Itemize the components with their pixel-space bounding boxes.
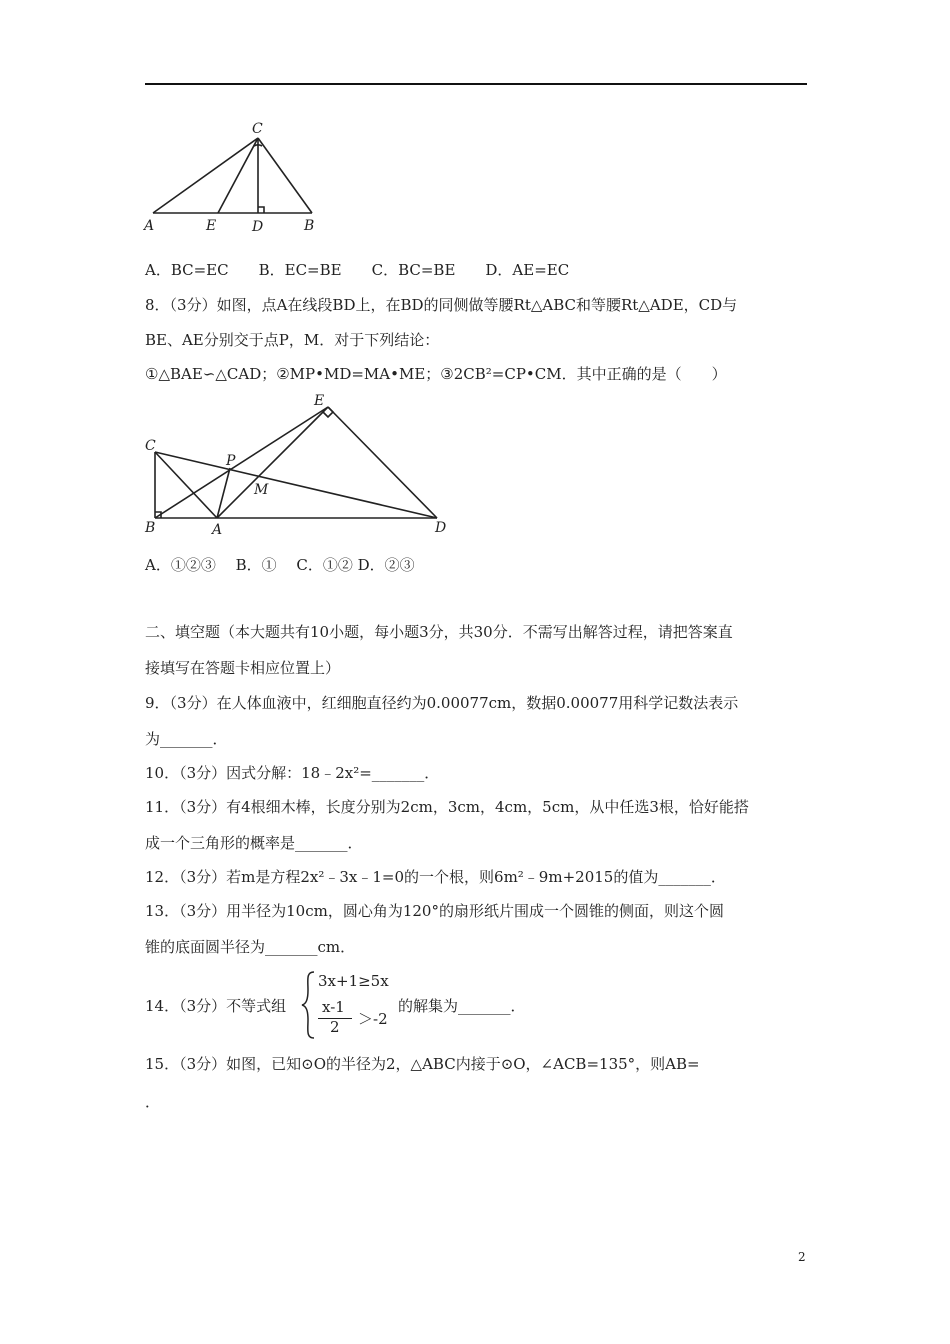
q12: 12．（3分）若m是方程2x²﹣3x﹣1=0的一个根，则6m²﹣9m+2015的值为_______． xyxy=(145,868,726,886)
header-rule xyxy=(145,83,807,85)
label-a: A xyxy=(144,218,155,234)
inequality-row2-relation: ＞-2 xyxy=(358,1010,388,1028)
fraction-denominator: 2 xyxy=(330,1018,340,1036)
q11-line2: 成一个三角形的概率是_______． xyxy=(145,834,363,852)
label-c: C xyxy=(252,121,263,137)
q8-line3: ①△BAE∽△CAD；②MP•MD=MA•ME；③2CB²=CP•CM．其中正确的是（ ） xyxy=(145,365,727,383)
segment-cb xyxy=(258,138,312,213)
q9-line1: 9．（3分）在人体血液中，红细胞直径约为0.00077cm，数据0.00077用科学记数法表示 xyxy=(145,694,739,712)
q11-line1: 11．（3分）有4根细木棒，长度分别为2cm，3cm，4cm，5cm，从中任选3根，恰好能搭 xyxy=(145,798,749,816)
q13-line1: 13．（3分）用半径为10cm，圆心角为120°的扇形纸片围成一个圆锥的侧面，则这个圆 xyxy=(145,902,724,920)
right-angle-mark xyxy=(258,207,264,213)
q10: 10．（3分）因式分解：18﹣2x²=_______． xyxy=(145,764,440,782)
figure-isosceles-right-triangles xyxy=(140,390,460,540)
section2-line1: 二、填空题（本大题共有10小题，每小题3分，共30分．不需写出解答过程，请把答案直 xyxy=(145,623,733,641)
label-m: M xyxy=(254,482,269,498)
q14-prefix: 14．（3分）不等式组 xyxy=(145,997,287,1015)
label-b: B xyxy=(145,520,156,536)
label-d: D xyxy=(435,520,447,536)
q15-line1: 15．（3分）如图，已知⊙O的半径为2，△ABC内接于⊙O，∠ACB=135°，则AB= xyxy=(145,1055,700,1073)
segment-cd xyxy=(155,452,437,518)
q9-line2: 为_______． xyxy=(145,730,228,748)
label-b: B xyxy=(304,218,315,234)
inequality-row1: 3x+1≥5x xyxy=(318,972,389,990)
inequality-system xyxy=(300,970,410,1040)
label-c: C xyxy=(145,438,156,454)
brace-icon xyxy=(300,970,316,1040)
label-d: D xyxy=(252,219,264,235)
fraction-numerator: x-1 xyxy=(322,998,345,1016)
q7-options: A．BC=EC B．EC=BE C．BC=BE D．AE=EC xyxy=(145,261,570,279)
label-e: E xyxy=(206,218,217,234)
label-e: E xyxy=(314,393,325,409)
segment-be xyxy=(155,407,328,518)
q15-line2: ． xyxy=(145,1093,161,1111)
label-a: A xyxy=(212,522,223,538)
segment-ce xyxy=(218,138,258,213)
segment-ac xyxy=(153,138,258,213)
segment-ed xyxy=(328,407,437,518)
q13-line2: 锥的底面圆半径为_______cm． xyxy=(145,938,356,956)
q14-suffix: 的解集为_______． xyxy=(398,997,526,1015)
page-number: 2 xyxy=(798,1250,806,1264)
q8-options: A．①②③ B．① C．①② D．②③ xyxy=(145,556,415,574)
q8-line2: BE、AE分别交于点P，M．对于下列结论： xyxy=(145,331,440,349)
q8-line1: 8．（3分）如图，点A在线段BD上，在BD的同侧做等腰Rt△ABC和等腰Rt△ADE，CD与 xyxy=(145,296,738,314)
figure-triangle-acb xyxy=(140,118,330,240)
label-p: P xyxy=(226,453,236,469)
section2-line2: 接填写在答题卡相应位置上） xyxy=(145,659,341,677)
